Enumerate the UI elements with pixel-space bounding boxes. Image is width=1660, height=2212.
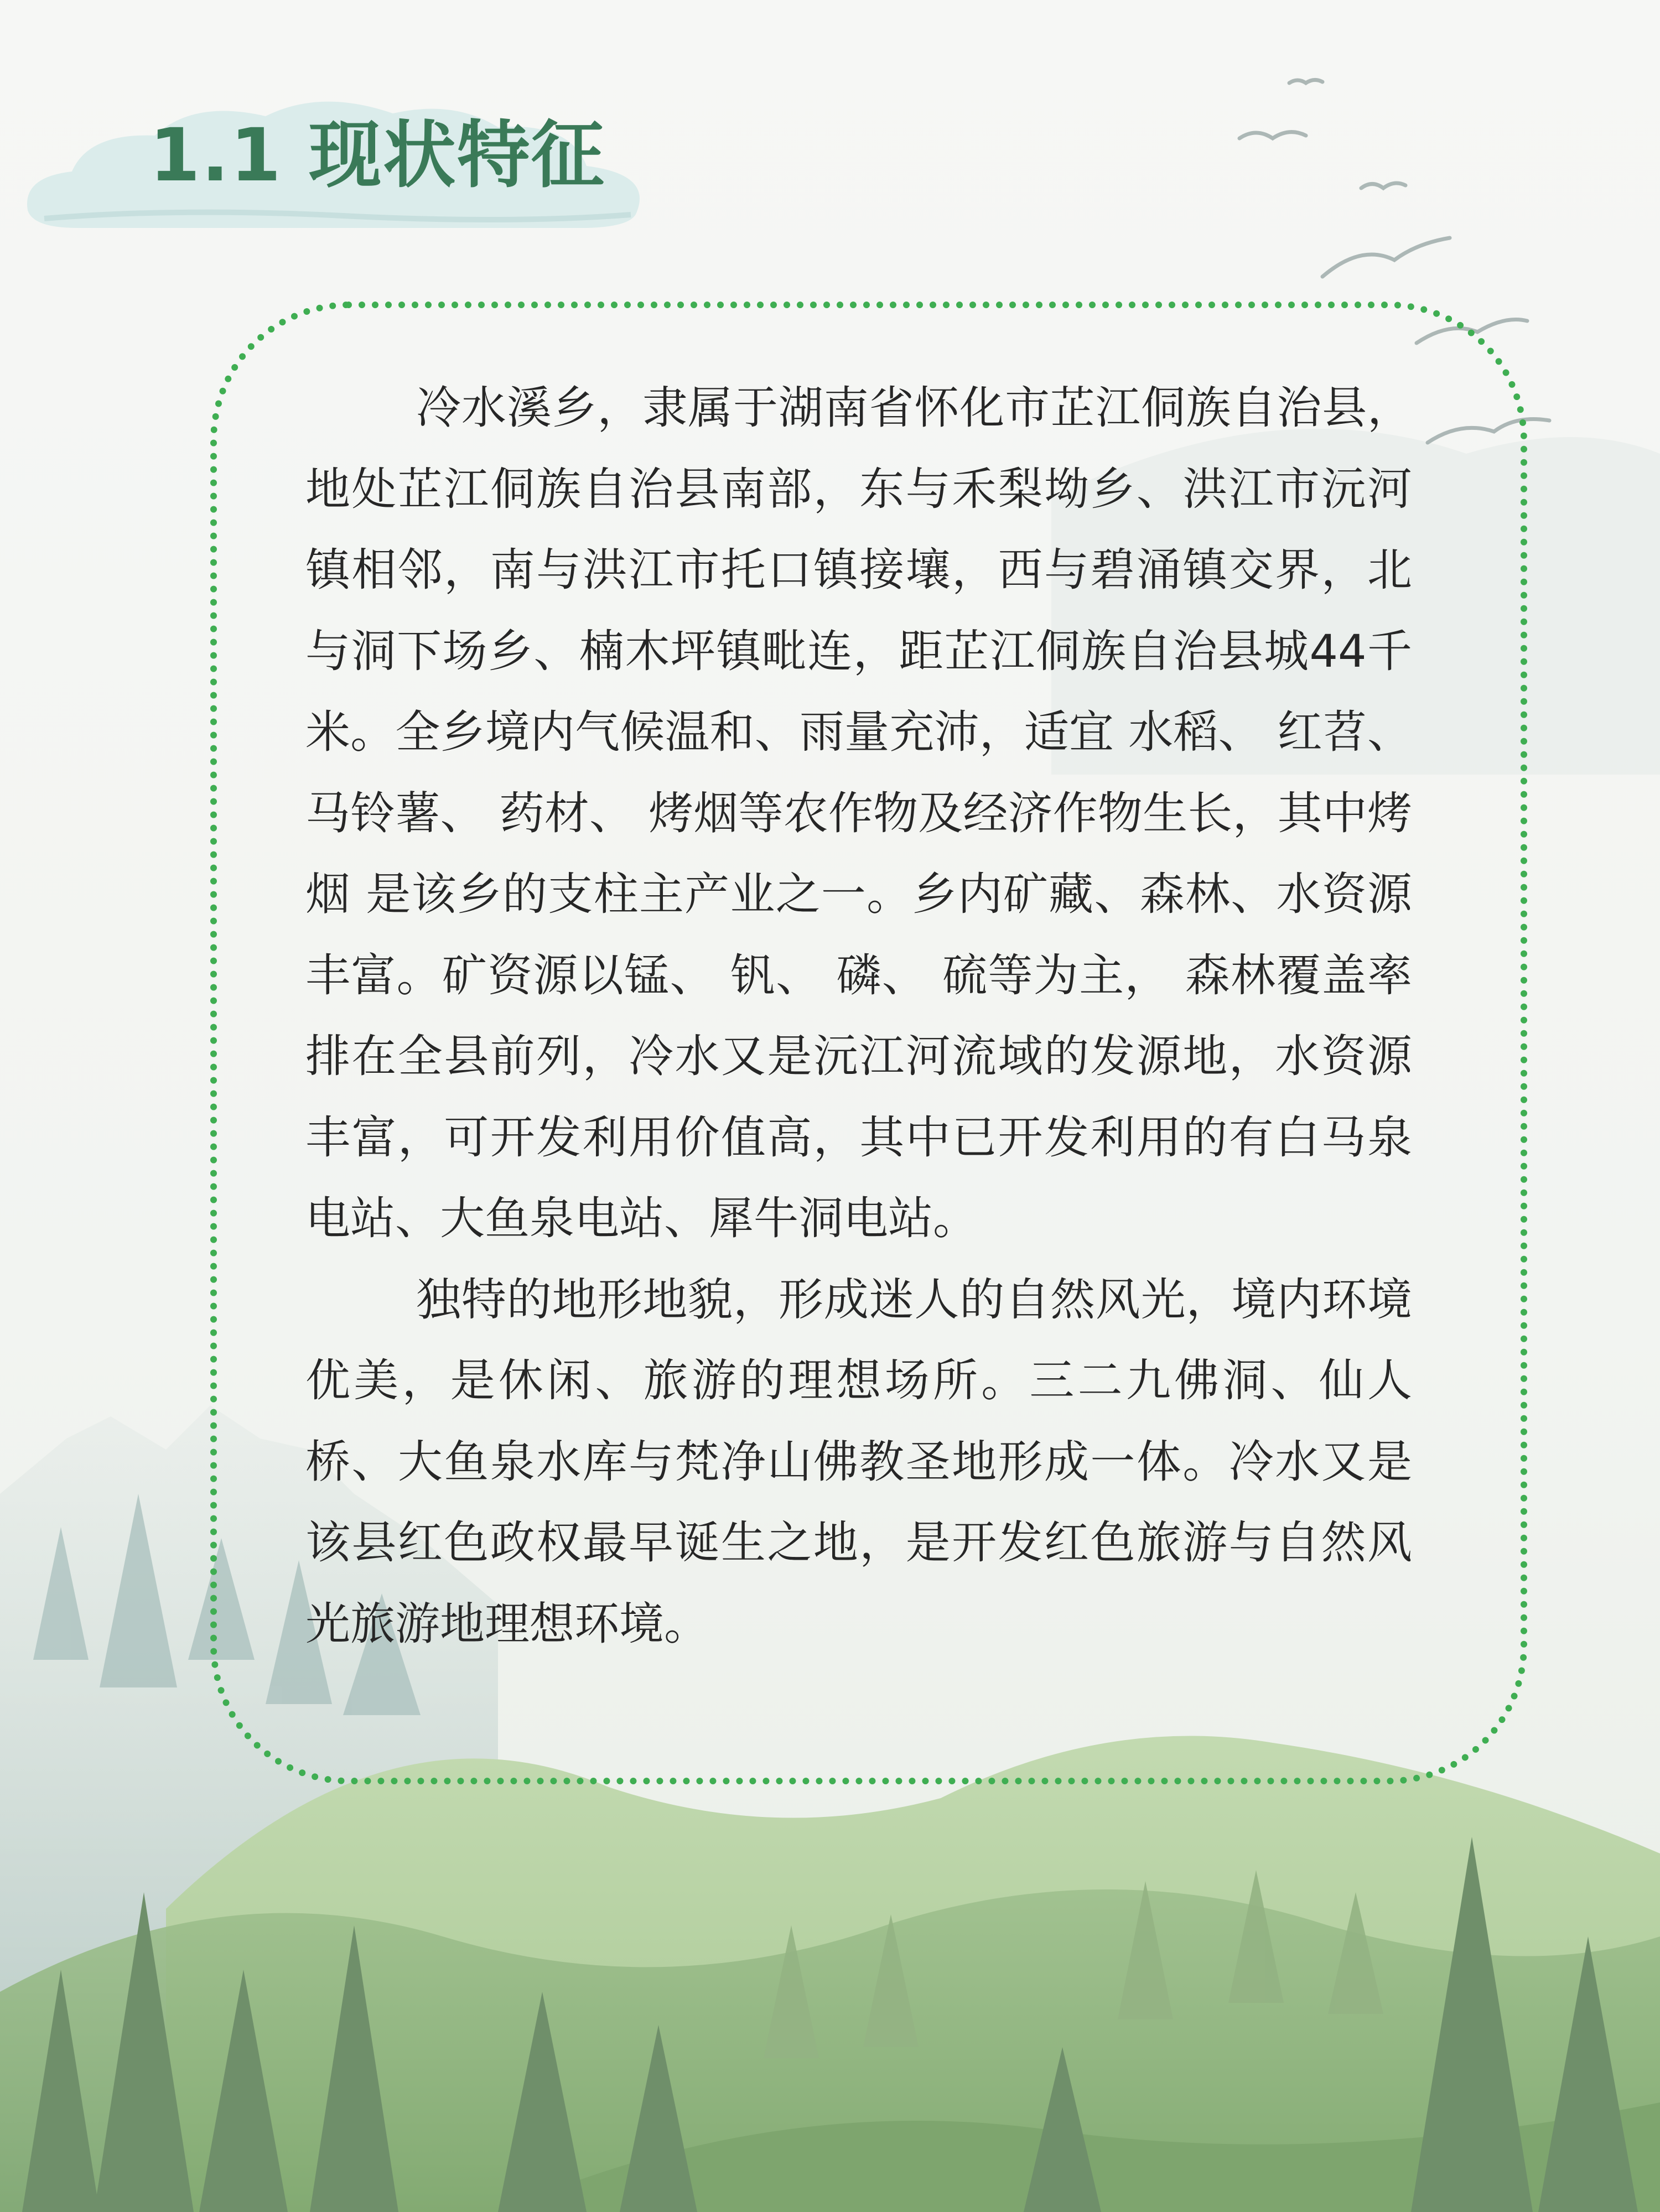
paragraph-2: 独特的地形地貌，形成迷人的自然风光，境内环境优美，是休闲、旅游的理想场所。三二九佛洞、仙人桥、大鱼泉水库与梵净山佛教圣地形成一体。冷水又是该县红色政权最早诞生之地，是开发红色旅游与自然风光旅游地理想环境。 [305, 1274, 1412, 1650]
body-text [305, 368, 1412, 1665]
section-title: 1.1 现状特征 [149, 113, 605, 198]
paragraph-1: 冷水溪乡，隶属于湖南省怀化市芷江侗族自治县，地处芷江侗族自治县南部，东与禾梨坳乡、洪江市沅河镇相邻，南与洪江市托口镇接壤，西与碧涌镇交界，北与洞下场乡、楠木坪镇毗连，距芷江侗族自治县城44千米。全乡境内气候温和、雨量充沛，适宜 水稻、 红苕、 马铃薯、 药材、 烤烟等农作物及经济作物生长，其中烤烟 是该乡的支柱主产业之一。乡内矿藏、森林、水资源丰富。矿资源以锰、 钒、 磷、 硫等为主， 森林覆盖率排在全县前列，冷水又是沅江河流域的发源地，水资源丰富，可开发利用价值高，其中已开发利用的有白马泉电站、大鱼泉电站、犀牛洞电站。 [305, 382, 1412, 1245]
